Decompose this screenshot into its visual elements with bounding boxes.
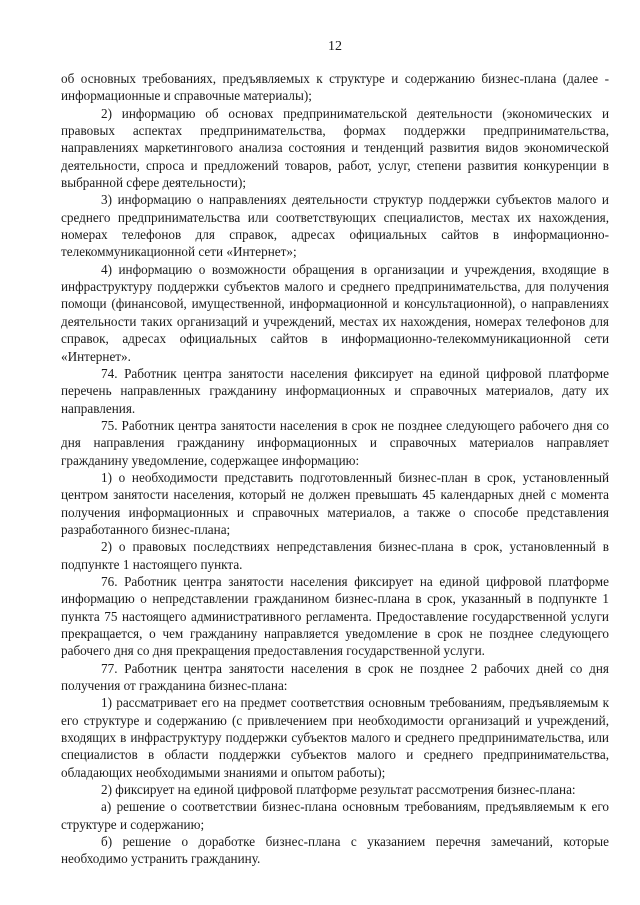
paragraph: б) решение о доработке бизнес-плана с указанием перечня замечаний, которые необходимо устранить гражданину. [61, 834, 609, 867]
paragraph: 2) фиксирует на единой цифровой платформе результат рассмотрения бизнес-плана: [101, 782, 576, 798]
paragraph: 77. Работник центра занятости населения в срок не позднее 2 рабочих дней со дня получения от гражданина бизнес-плана: [61, 660, 609, 694]
paragraph: 4) информацию о возможности обращения в организации и учреждения, входящие в инфраструктуру поддержки субъектов малого и среднего предпринимательства, для получения помощи (финансовой, имущественной, информационной и консультационной), о направлениях деятельности таких организаций и учреждений, местах их нахождения, номерах телефонов для справок, адресах официальных сайтов в информационно-телекоммуникационной сети «Интернет». [61, 261, 609, 364]
paragraph: 1) рассматривает его на предмет соответствия основным требованиям, предъявляемым к его структуре и содержанию (с привлечением при необходимости организаций и учреждений, входящих в инфраструктуру поддержки субъектов малого и среднего предпринимательства, или специалистов в области поддержки субъектов малого и среднего предпринимательства, обладающих необходимыми знаниями и опытом работы); [61, 695, 609, 780]
paragraph: 74. Работник центра занятости населения фиксирует на единой цифровой платформе перечень направленных гражданину информационных и справочных материалов, дату их направления. [61, 365, 609, 416]
document-body [61, 70, 609, 868]
page-number: 12 [328, 39, 342, 54]
paragraph: 1) о необходимости представить подготовленный бизнес-план в срок, установленный центром занятости населения, который не должен превышать 45 календарных дней с момента получения информационных и справочных материалов, а также о способе представления разработанного бизнес-плана; [61, 469, 609, 537]
paragraph: 75. Работник центра занятости населения в срок не позднее следующего рабочего дня со дня направления гражданину информационных и справочных материалов направляет гражданину уведомление, содержащее информацию: [61, 417, 609, 468]
paragraph: 2) о правовых последствиях непредставления бизнес-плана в срок, установленный в подпункте 1 настоящего пункта. [61, 539, 609, 572]
paragraph: 2) информацию об основах предпринимательской деятельности (экономических и правовых аспектах предпринимательства, формах поддержки предпринимательства, направлениях маркетингового анализа состояния и тенденций развития видов экономической деятельности, спроса и предложений товаров, работ, услуг, степени развития конкуренции в выбранной сфере деятельности); [61, 105, 609, 191]
paragraph: а) решение о соответствии бизнес-плана основным требованиям, предъявляемым к его структуре и содержанию; [61, 799, 609, 832]
paragraph: 76. Работник центра занятости населения фиксирует на единой цифровой платформе информацию о непредставлении гражданином бизнес-плана в срок, указанный в подпункте 1 пункта 75 настоящего административного регламента. Предоставление государственной услуги прекращается, о чем гражданину направляется уведомление в срок не позднее следующего рабочего дня со дня прекращения предоставления государственной услуги. [61, 573, 609, 659]
paragraph: об основных требованиях, предъявляемых к структуре и содержанию бизнес-плана (далее - информационные и справочные материалы); [61, 71, 609, 104]
paragraph: 3) информацию о направлениях деятельности структур поддержки субъектов малого и среднего предпринимательства или соответствующих специалистов, местах их нахождения, номерах телефонов для справок, адресах официальных сайтов в информационно-телекоммуникационной сети «Интернет»; [61, 192, 609, 260]
